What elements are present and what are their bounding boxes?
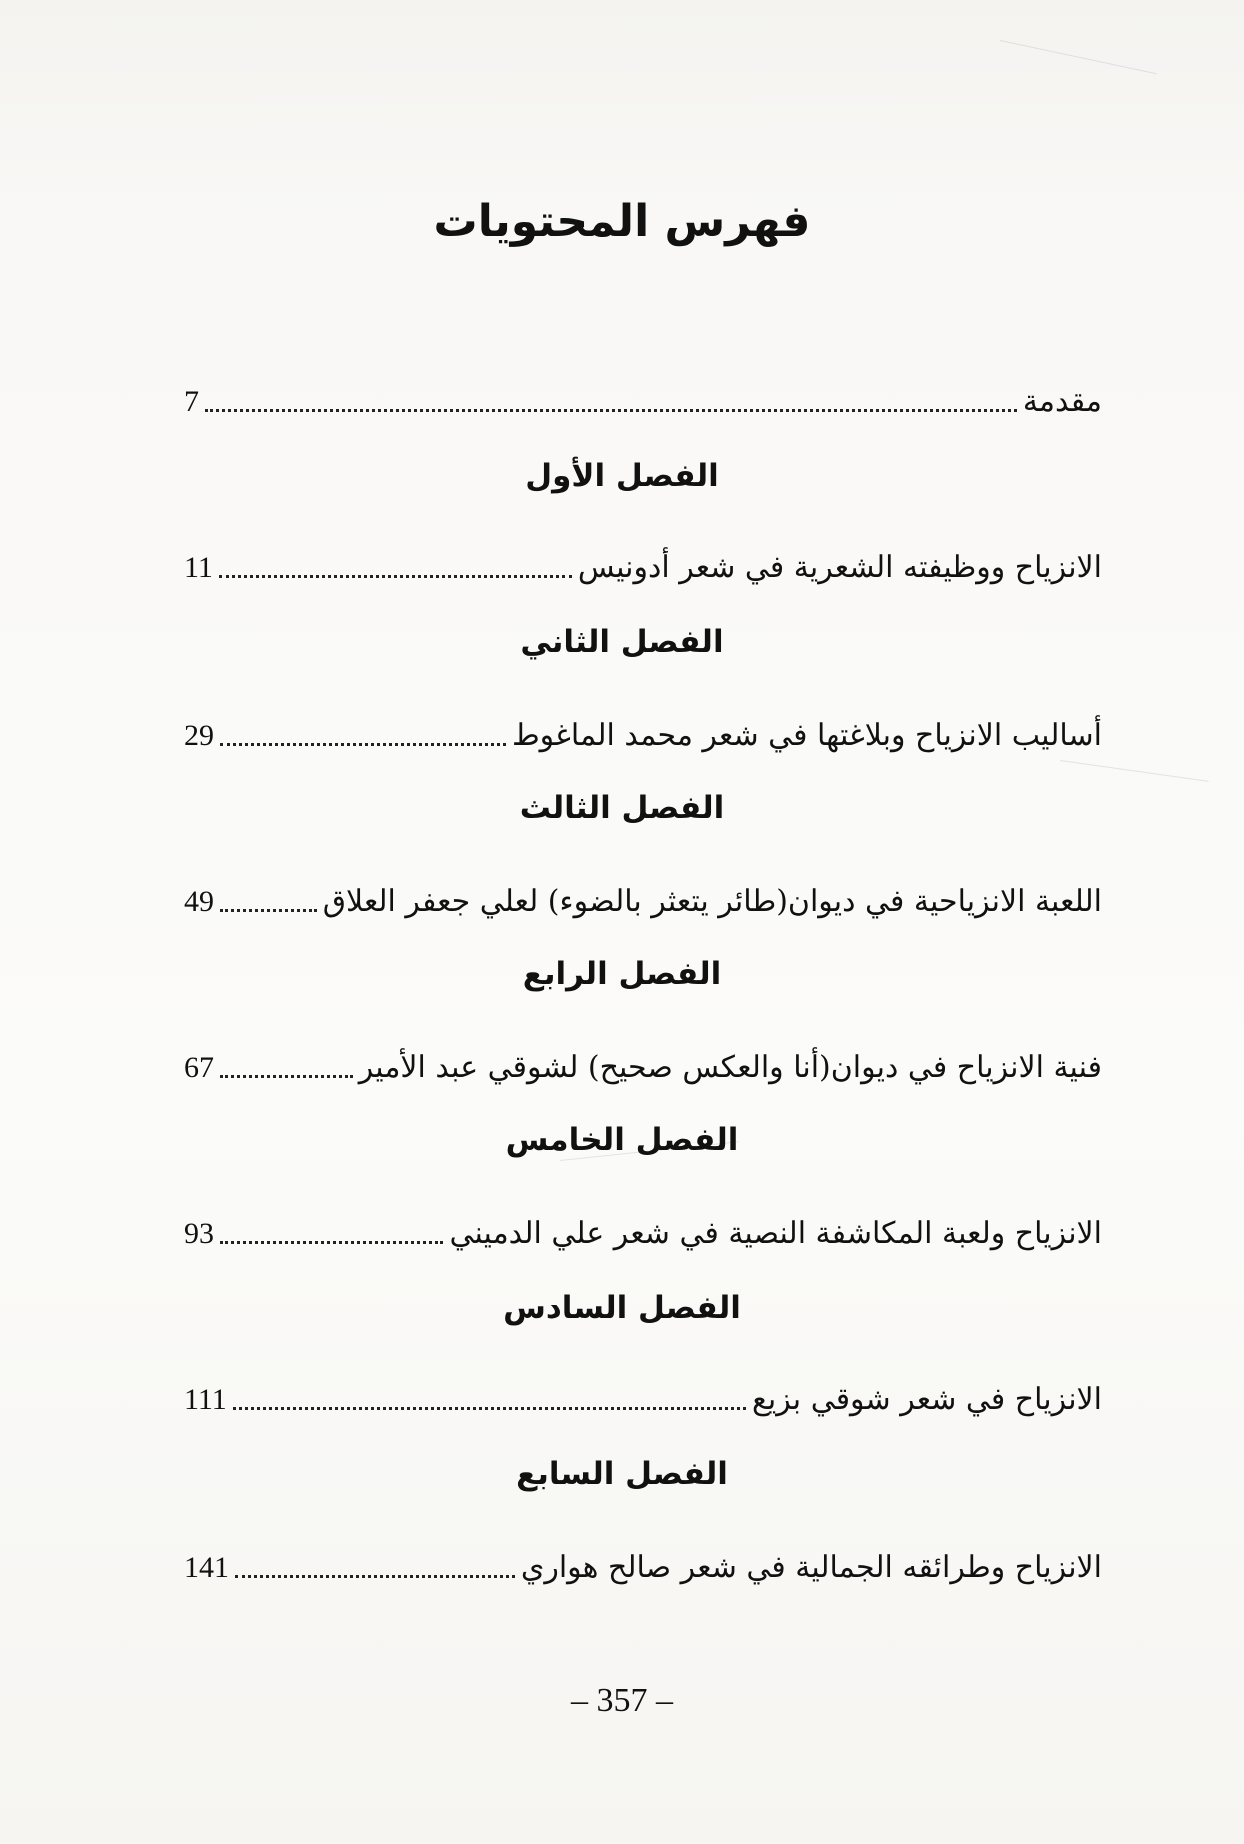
toc-entry-label: الانزياح وطرائقه الجمالية في شعر صالح هواري: [520, 1550, 1102, 1585]
dot-leader: [233, 1406, 746, 1410]
toc-page-number: 141: [184, 1551, 229, 1584]
toc-entry-label: الانزياح ووظيفته الشعرية في شعر أدونيس: [577, 550, 1102, 585]
dot-leader: [220, 1074, 353, 1078]
toc-page-number: 93: [184, 1217, 214, 1250]
bleed-through-line: [1060, 760, 1209, 782]
dot-leader: [220, 908, 317, 912]
bleed-through-line: [1000, 40, 1157, 74]
toc-entry: [184, 1368, 1102, 1420]
toc-entry: [184, 1202, 1102, 1254]
toc-page-number: 111: [184, 1383, 227, 1416]
toc-entry-label: اللعبة الانزياحية في ديوان(طائر يتعثر بالضوء) لعلي جعفر العلاق: [322, 884, 1102, 919]
toc-entry-label: الانزياح ولعبة المكاشفة النصية في شعر علي الدميني: [449, 1216, 1102, 1251]
chapter-heading: الفصل الأول: [525, 458, 719, 494]
toc-page-number: 29: [184, 719, 214, 752]
chapter-heading: الفصل الخامس: [505, 1122, 739, 1158]
toc-entry-label: أساليب الانزياح وبلاغتها في شعر محمد الماغوط: [511, 718, 1102, 753]
chapter-heading: الفصل الثاني: [520, 624, 724, 660]
toc-page-number: 7: [184, 385, 199, 418]
toc-entry: [184, 704, 1102, 756]
dot-leader: [205, 408, 1017, 412]
toc-page-number: 11: [184, 551, 213, 584]
toc-entry-label: فنية الانزياح في ديوان(أنا والعكس صحيح) لشوقي عبد الأمير: [358, 1050, 1102, 1085]
toc-entry: [184, 870, 1102, 922]
chapter-heading: الفصل السادس: [503, 1290, 741, 1326]
toc-entry-intro: [184, 370, 1102, 422]
toc-page-number: 67: [184, 1051, 214, 1084]
chapter-heading: الفصل الرابع: [522, 956, 722, 992]
toc-entry-label: مقدمة: [1022, 384, 1102, 419]
dot-leader: [235, 1574, 515, 1578]
chapter-heading: الفصل الثالث: [519, 790, 725, 826]
toc-entry-label: الانزياح في شعر شوقي بزيع: [751, 1382, 1102, 1417]
page-number-footer: – 357 –: [571, 1682, 673, 1719]
page-title: فهرس المحتويات: [433, 196, 811, 247]
dot-leader: [220, 742, 506, 746]
toc-entry: [184, 536, 1102, 588]
toc-entry: [184, 1536, 1102, 1588]
toc-entry: [184, 1036, 1102, 1088]
toc-page-number: 49: [184, 885, 214, 918]
dot-leader: [219, 574, 572, 578]
dot-leader: [220, 1240, 443, 1244]
chapter-heading: الفصل السابع: [516, 1456, 728, 1492]
